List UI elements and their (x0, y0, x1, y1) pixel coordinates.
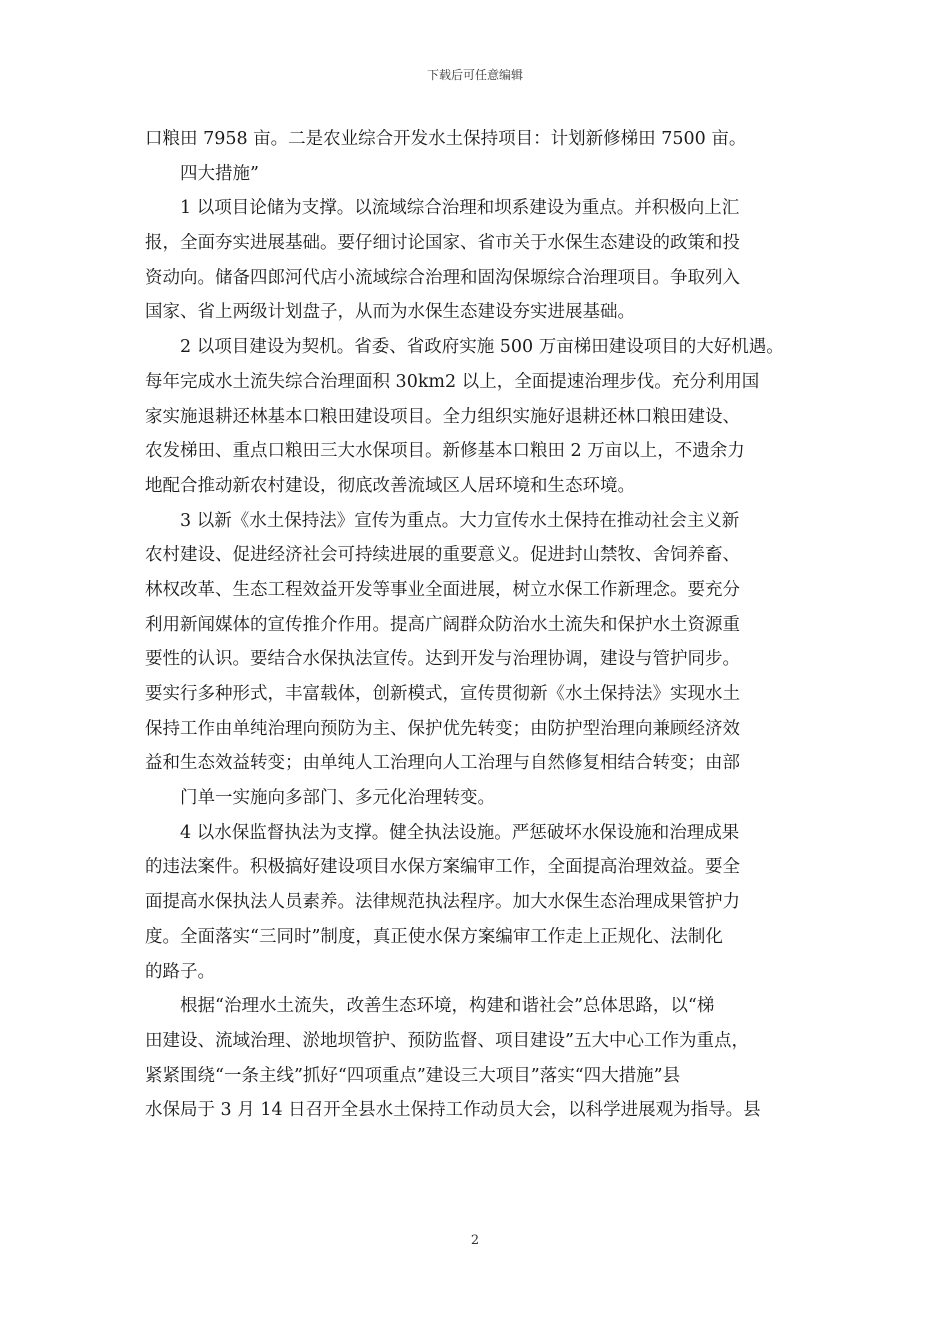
text-line: 面提高水保执法人员素养。法律规范执法程序。加大水保生态治理成果管护力 (145, 892, 740, 913)
text-line: 四大措施” (180, 163, 259, 184)
text-line: 紧紧围绕“一条主线”抓好“四项重点”建设三大项目”落实“四大措施”县 (145, 1065, 681, 1086)
text-line: 的路子。 (145, 961, 215, 982)
text-line: 门单一实施向多部门、多元化治理转变。 (180, 788, 495, 809)
text-line: 水保局于 3 月 14 日召开全县水土保持工作动员大会，以科学进展观为指导。县 (145, 1100, 761, 1121)
text-line: 益和生态效益转变；由单纯人工治理向人工治理与自然修复相结合转变；由部 (145, 753, 740, 774)
text-line: 农发梯田、重点口粮田三大水保项目。新修基本口粮田 2 万亩以上，不遗余力 (145, 441, 745, 462)
text-line: 农村建设、促进经济社会可持续进展的重要意义。促进封山禁牧、舍饲养畜、 (145, 545, 740, 566)
text-line: 要性的认识。要结合水保执法宣传。达到开发与治理协调，建设与管护同步。 (145, 649, 740, 670)
text-line: 报，全面夯实进展基础。要仔细讨论国家、省市关于水保生态建设的政策和投 (145, 233, 740, 254)
text-line: 每年完成水土流失综合治理面积 30km2 以上，全面提速治理步伐。充分利用国 (145, 371, 760, 392)
page-number: 2 (470, 1233, 480, 1248)
text-line: 4 以水保监督执法为支撑。健全执法设施。严惩破坏水保设施和治理成果 (180, 822, 740, 843)
text-line: 1 以项目论储为支撑。以流域综合治理和坝系建设为重点。并积极向上汇 (180, 198, 740, 219)
text-line: 利用新闻媒体的宣传推介作用。提高广阔群众防治水土流失和保护水土资源重 (145, 614, 740, 635)
text-line: 国家、省上两级计划盘子，从而为水保生态建设夯实进展基础。 (145, 302, 635, 323)
text-line: 保持工作由单纯治理向预防为主、保护优先转变；由防护型治理向兼顾经济效 (145, 718, 740, 739)
text-line: 林权改革、生态工程效益开发等事业全面进展，树立水保工作新理念。要充分 (145, 579, 740, 600)
text-line: 3 以新《水土保持法》宣传为重点。大力宣传水土保持在推动社会主义新 (180, 510, 740, 531)
document-body (145, 122, 807, 1128)
text-line: 的违法案件。积极搞好建设项目水保方案编审工作，全面提高治理效益。要全 (145, 857, 740, 878)
page-header: 下载后可任意编辑 (426, 68, 523, 82)
text-line: 家实施退耕还林基本口粮田建设项目。全力组织实施好退耕还林口粮田建设、 (145, 406, 740, 427)
text-line: 地配合推动新农村建设，彻底改善流域区人居环境和生态环境。 (145, 475, 635, 496)
text-line: 度。全面落实“三同时”制度，真正使水保方案编审工作走上正规化、法制化 (145, 926, 723, 947)
text-line: 根据“治理水土流失，改善生态环境，构建和谐社会”总体思路，以“梯 (180, 996, 715, 1017)
text-line: 要实行多种形式，丰富载体，创新模式，宣传贯彻新《水土保持法》实现水土 (145, 684, 740, 704)
text-line: 口粮田 7958 亩。二是农业综合开发水土保持项目：计划新修梯田 7500 亩。 (145, 129, 747, 149)
text-line: 2 以项目建设为契机。省委、省政府实施 500 万亩梯田建设项目的大好机遇。 (180, 337, 784, 358)
text-line: 资动向。储备四郎河代店小流域综合治理和固沟保塬综合治理项目。争取列入 (145, 267, 740, 288)
text-line: 田建设、流域治理、淤地坝管护、预防监督、项目建设”五大中心工作为重点， (145, 1030, 749, 1051)
